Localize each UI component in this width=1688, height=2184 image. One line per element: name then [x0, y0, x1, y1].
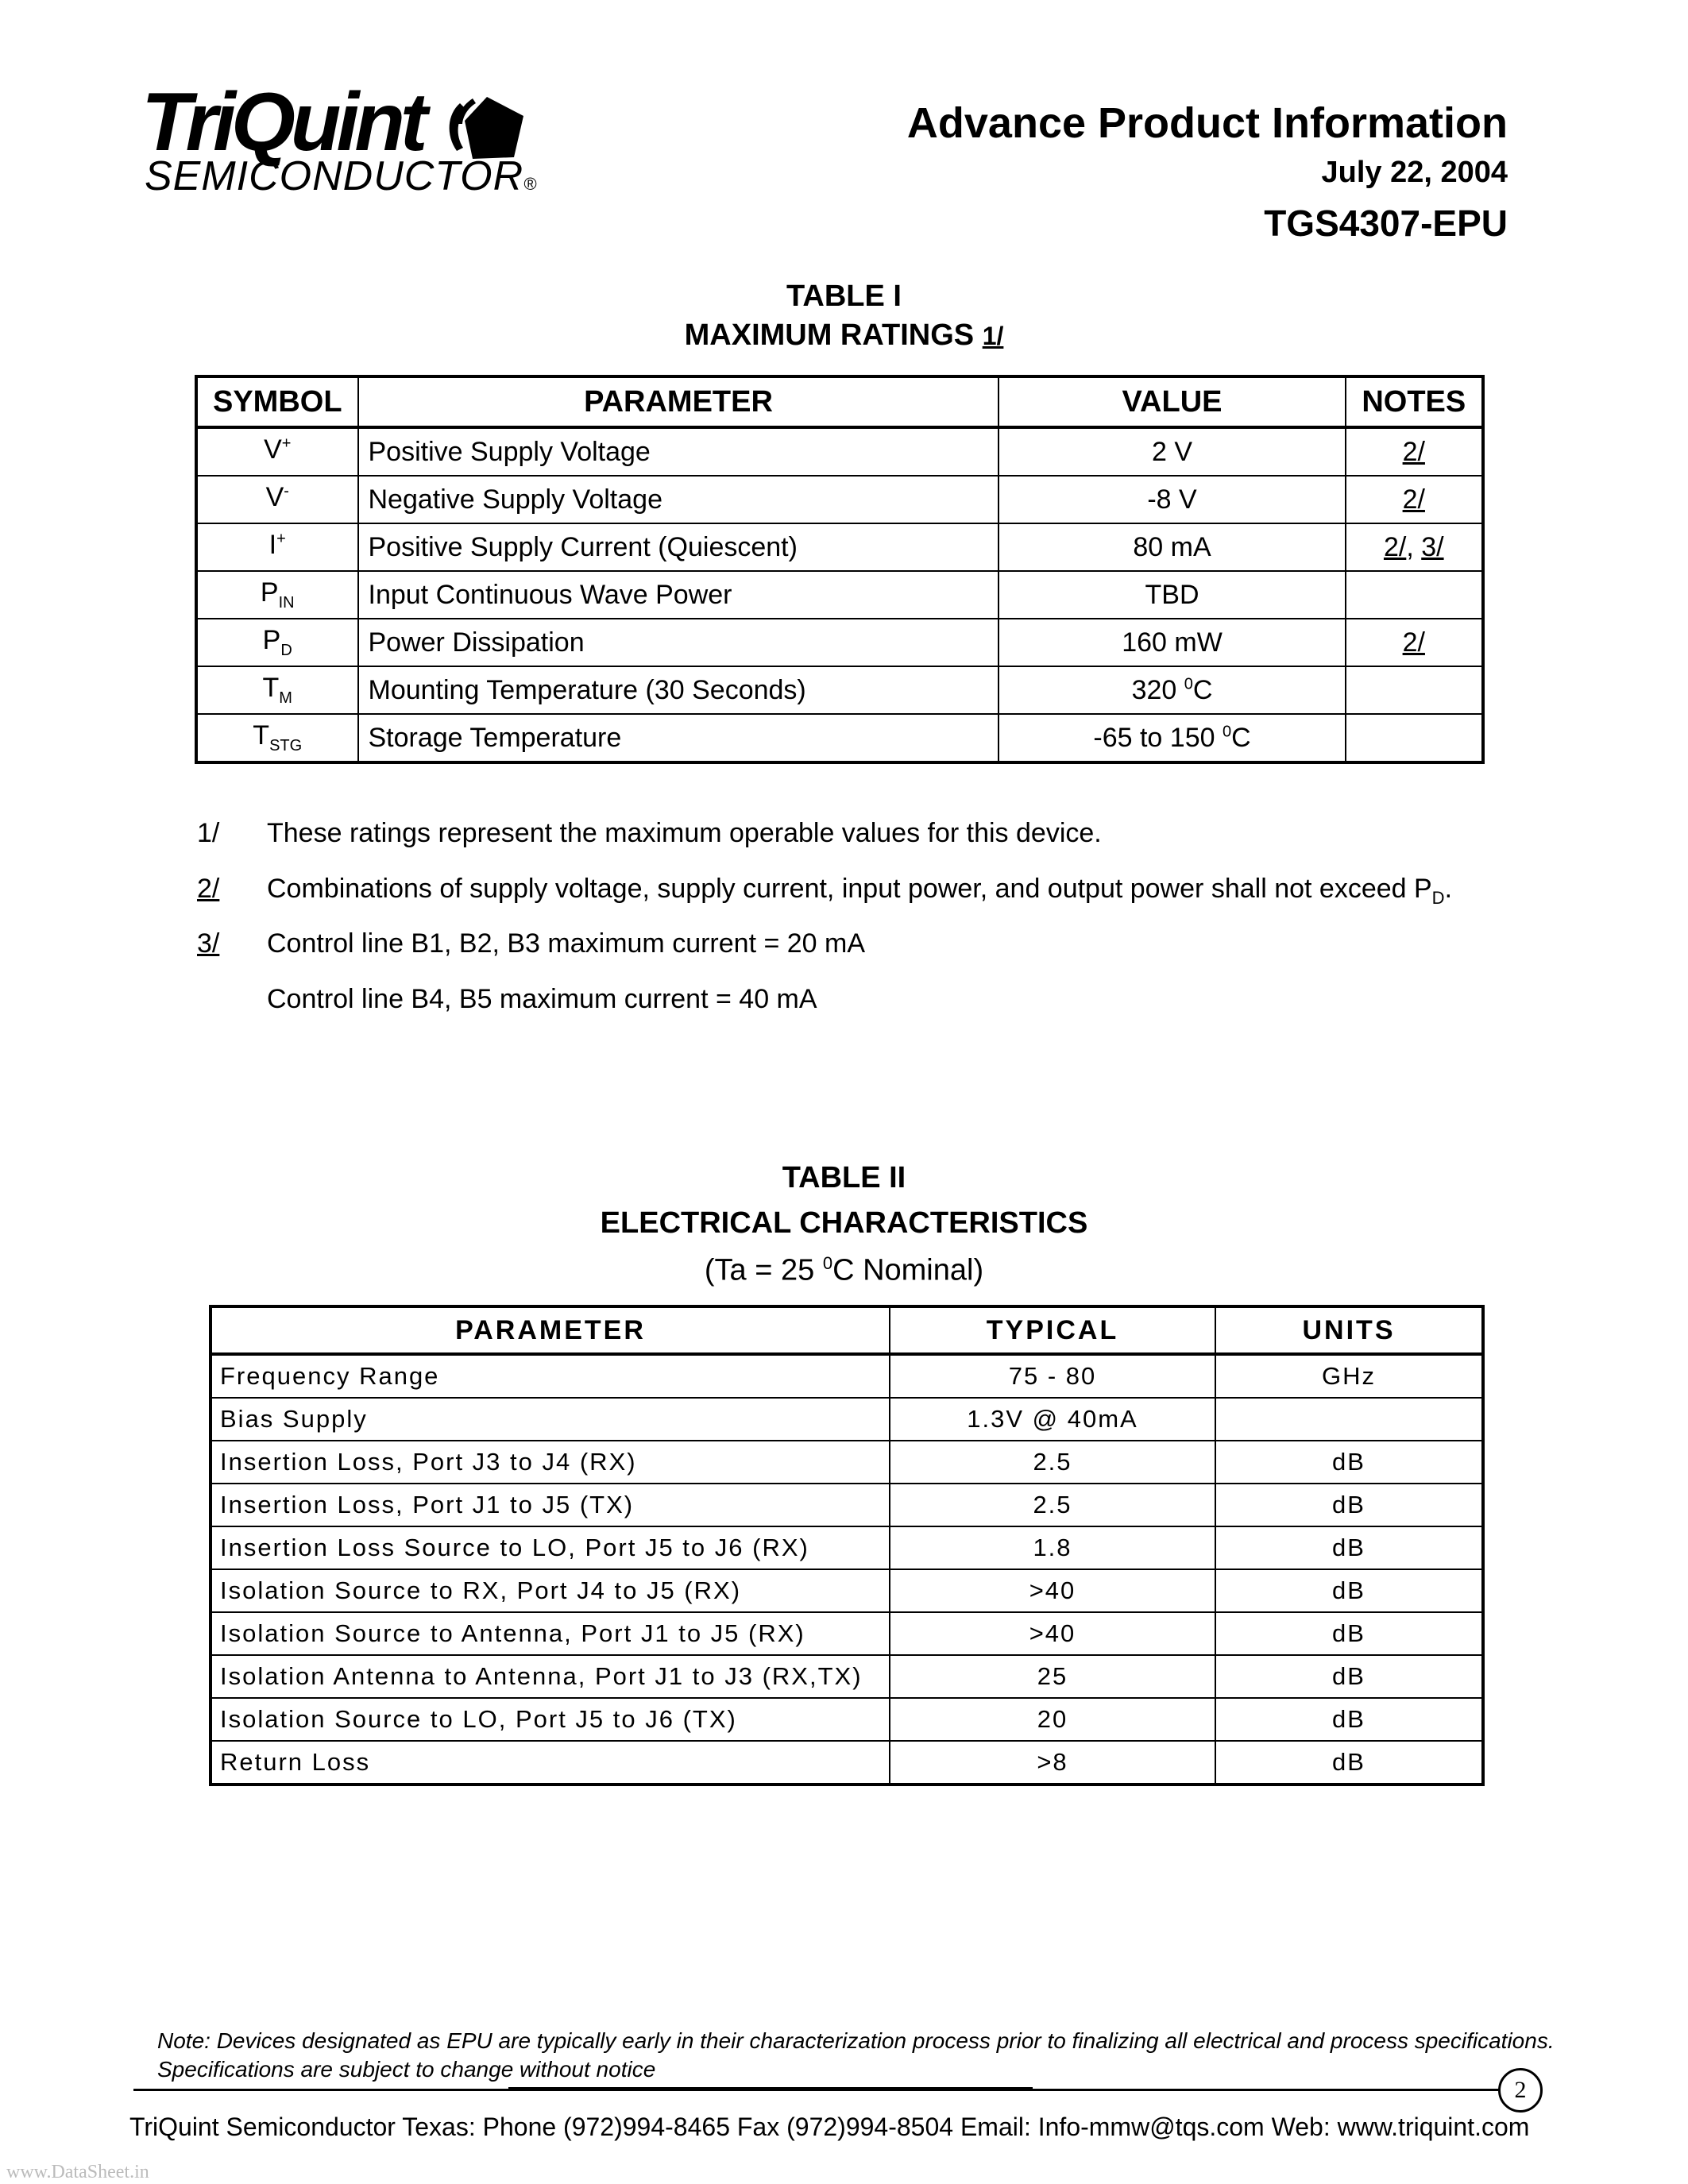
value-cell: 2 V: [999, 427, 1345, 476]
footnote-item: [197, 930, 1547, 962]
parameter-cell: Power Dissipation: [358, 619, 999, 666]
table2-condition: (Ta = 25 $^0$C Nominal): [704, 1253, 984, 1287]
table-row: [211, 1655, 1483, 1698]
disclaimer-note: Note: Devices designated as EPU are typically early in their characterization process prior to finalizing all electrical and process specifications. Specifications are subject to change without notice: [157, 2028, 1555, 2082]
parameter-cell: Isolation Source to Antenna, Port J1 to J5 (RX): [211, 1612, 890, 1655]
parameter-cell: Insertion Loss, Port J3 to J4 (RX): [211, 1441, 890, 1484]
units-cell: [1215, 1398, 1483, 1441]
note-link[interactable]: 2/: [1402, 436, 1425, 467]
logo-subtitle: SEMICONDUCTOR®: [145, 153, 538, 199]
value-cell: 160 mW: [999, 619, 1345, 666]
symbol-cell: $P_D$: [196, 619, 358, 666]
footnote-text: These ratings represent the maximum operable values for this device.: [267, 818, 1102, 848]
symbol-cell: I+: [196, 523, 358, 571]
symbol-cell: $T_{STG}$: [196, 714, 358, 762]
table-row: [196, 666, 1483, 714]
contact-info: TriQuint Semiconductor Texas: Phone (972)994-8465 Fax (972)994-8504 Email: Info-mmw@tqs.com Web: www.triquint.com: [129, 2113, 1530, 2141]
footnote-text: Combinations of supply voltage, supply current, input power, and output power shall not exceed $P_D$.: [267, 874, 1453, 908]
typical-cell: 1.3V @ 40mA: [890, 1398, 1215, 1441]
table1-subheading: MAXIMUM RATINGS 1/: [684, 318, 1004, 352]
typical-cell: 20: [890, 1698, 1215, 1741]
column-header: VALUE: [999, 376, 1345, 427]
notes-cell: [1346, 619, 1483, 666]
footnote-number: 2/: [197, 874, 220, 904]
parameter-cell: Return Loss: [211, 1741, 890, 1785]
symbol-cell: V+: [196, 427, 358, 476]
table2-subheading: ELECTRICAL CHARACTERISTICS: [600, 1206, 1088, 1240]
table-header-row: [196, 376, 1483, 427]
note-link[interactable]: 2/: [1402, 627, 1425, 658]
footnote-text: Control line B1, B2, B3 maximum current = 20 mA: [267, 928, 866, 959]
footnote-item: [197, 820, 1547, 851]
watermark: www.DataSheet.in: [6, 2162, 149, 2182]
value-cell: TBD: [999, 571, 1345, 619]
table1-footnote-ref: 1/: [982, 322, 1004, 350]
table-row: [211, 1484, 1483, 1526]
units-cell: dB: [1215, 1741, 1483, 1785]
maximum-ratings-table: [195, 375, 1485, 764]
symbol-cell: $T_M$: [196, 666, 358, 714]
parameter-cell: Insertion Loss Source to LO, Port J5 to J6 (RX): [211, 1526, 890, 1569]
column-header: SYMBOL: [196, 376, 358, 427]
notes-cell: [1346, 666, 1483, 714]
notes-cell: 2/, 3/: [1346, 523, 1483, 571]
table1-heading: TABLE I: [786, 280, 902, 313]
electrical-characteristics-table: [209, 1305, 1485, 1786]
units-cell: dB: [1215, 1655, 1483, 1698]
parameter-cell: Mounting Temperature (30 Seconds): [358, 666, 999, 714]
units-cell: dB: [1215, 1441, 1483, 1484]
parameter-cell: Isolation Source to LO, Port J5 to J6 (TX): [211, 1698, 890, 1741]
column-header: TYPICAL: [890, 1306, 1215, 1354]
table-row: [196, 619, 1483, 666]
note-link[interactable]: 2/: [1402, 484, 1425, 515]
table-row: [196, 476, 1483, 523]
footnote-number: 1/: [197, 818, 220, 848]
typical-cell: 75 - 80: [890, 1354, 1215, 1398]
parameter-cell: Frequency Range: [211, 1354, 890, 1398]
table-row: [211, 1698, 1483, 1741]
part-number: TGS4307-EPU: [1264, 203, 1508, 244]
typical-cell: >40: [890, 1612, 1215, 1655]
table-row: [211, 1526, 1483, 1569]
symbol-cell: $P_{IN}$: [196, 571, 358, 619]
typical-cell: 1.8: [890, 1526, 1215, 1569]
footer-divider-accent: [508, 2087, 1033, 2091]
table-row: [211, 1441, 1483, 1484]
units-cell: GHz: [1215, 1354, 1483, 1398]
table-row: [211, 1354, 1483, 1398]
note-link[interactable]: 2/: [1383, 531, 1407, 562]
parameter-cell: Isolation Source to RX, Port J4 to J5 (RX): [211, 1569, 890, 1612]
parameter-cell: Storage Temperature: [358, 714, 999, 762]
document-title: Advance Product Information: [906, 99, 1508, 147]
units-cell: dB: [1215, 1612, 1483, 1655]
units-cell: dB: [1215, 1569, 1483, 1612]
notes-cell: [1346, 427, 1483, 476]
footnote-item: [197, 986, 1547, 1017]
registered-mark: ®: [523, 174, 538, 194]
column-header: UNITS: [1215, 1306, 1483, 1354]
units-cell: dB: [1215, 1698, 1483, 1741]
value-cell: -8 V: [999, 476, 1345, 523]
notes-cell: [1346, 476, 1483, 523]
table-row: [196, 523, 1483, 571]
note-link[interactable]: 3/: [1421, 531, 1444, 562]
page-number: 2: [1498, 2068, 1543, 2113]
typical-cell: >40: [890, 1569, 1215, 1612]
typical-cell: 2.5: [890, 1441, 1215, 1484]
parameter-cell: Bias Supply: [211, 1398, 890, 1441]
footnote-text: Control line B4, B5 maximum current = 40 mA: [267, 984, 817, 1014]
table-row: [211, 1741, 1483, 1785]
table-row: [211, 1612, 1483, 1655]
table-row: [211, 1569, 1483, 1612]
table-row: [196, 571, 1483, 619]
footnote-number: 3/: [197, 928, 220, 959]
value-cell: 320 $^0$C: [999, 666, 1345, 714]
logo-wordmark: TriQuint: [141, 76, 423, 168]
table-row: [196, 714, 1483, 762]
notes-cell: [1346, 714, 1483, 762]
symbol-cell: V-: [196, 476, 358, 523]
parameter-cell: Isolation Antenna to Antenna, Port J1 to J3 (RX,TX): [211, 1655, 890, 1698]
typical-cell: 2.5: [890, 1484, 1215, 1526]
value-cell: 80 mA: [999, 523, 1345, 571]
typical-cell: >8: [890, 1741, 1215, 1785]
units-cell: dB: [1215, 1526, 1483, 1569]
column-header: PARAMETER: [358, 376, 999, 427]
document-date: July 22, 2004: [1321, 156, 1508, 189]
parameter-cell: Input Continuous Wave Power: [358, 571, 999, 619]
table2-heading: TABLE II: [782, 1161, 906, 1194]
footnote-item: [197, 875, 1547, 907]
parameter-cell: Insertion Loss, Port J1 to J5 (TX): [211, 1484, 890, 1526]
column-header: NOTES: [1346, 376, 1483, 427]
parameter-cell: Positive Supply Voltage: [358, 427, 999, 476]
units-cell: dB: [1215, 1484, 1483, 1526]
table-row: [211, 1398, 1483, 1441]
table-row: [196, 427, 1483, 476]
table-header-row: [211, 1306, 1483, 1354]
typical-cell: 25: [890, 1655, 1215, 1698]
parameter-cell: Negative Supply Voltage: [358, 476, 999, 523]
column-header: PARAMETER: [211, 1306, 890, 1354]
notes-cell: [1346, 571, 1483, 619]
parameter-cell: Positive Supply Current (Quiescent): [358, 523, 999, 571]
value-cell: -65 to 150 $^0$C: [999, 714, 1345, 762]
